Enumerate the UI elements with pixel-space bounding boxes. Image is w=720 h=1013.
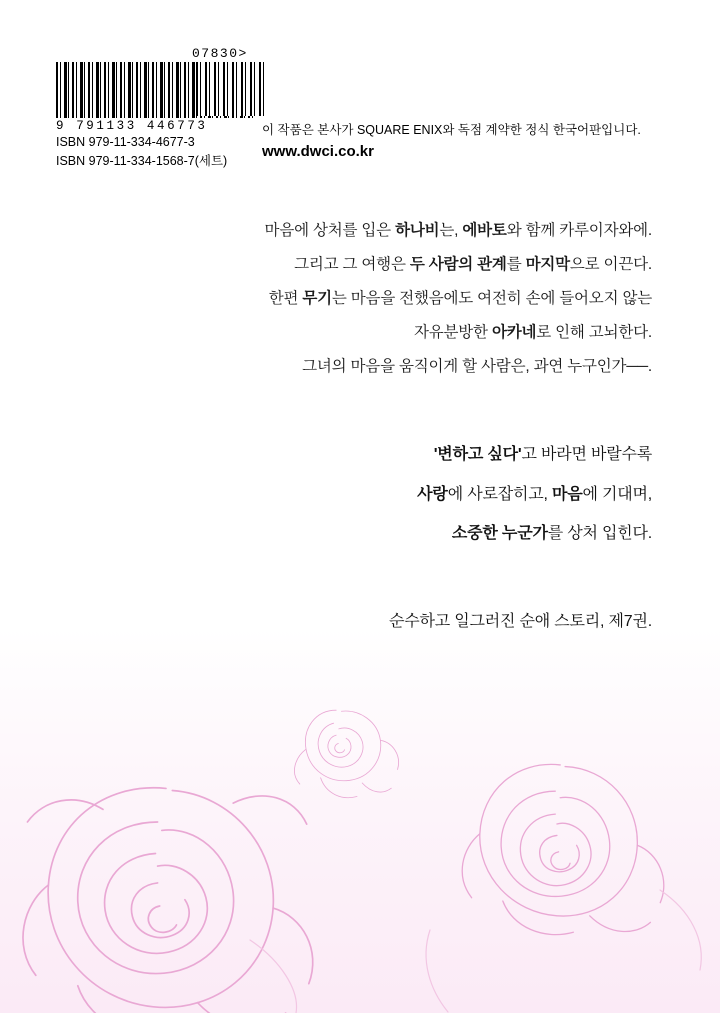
tagline-line-1 [0, 442, 652, 468]
tagline-seg-bold: '변하고 싶다' [433, 446, 522, 463]
synopsis-block [0, 218, 720, 389]
synopsis-line-2 [0, 252, 652, 277]
synopsis-seg: 한편 [268, 290, 303, 308]
synopsis-seg-bold: 하나비 [395, 222, 440, 239]
synopsis-seg-bold: 에바토 [462, 222, 507, 239]
tagline-line-2 [0, 482, 652, 508]
synopsis-seg-bold: 아카네 [491, 324, 537, 342]
synopsis-line-5: 그녀의 마음을 움직이게 할 사람은, 과연 누구인가──. [302, 358, 652, 376]
rose-illustration-svg [0, 640, 720, 1013]
synopsis-seg: 자유분방한 [413, 324, 492, 342]
rose-right [462, 764, 664, 934]
publisher-website[interactable]: www.dwci.co.kr [262, 142, 374, 160]
tagline-seg: 고 바라면 바랄수록 [521, 446, 652, 463]
tagline-seg: 를 상처 입힌다. [547, 525, 652, 543]
closing-block [0, 608, 720, 631]
synopsis-seg: 으로 이끈다. [569, 256, 652, 274]
license-notice: 이 작품은 본사가 SQUARE ENIX와 독점 계약한 정식 한국어판입니다. [262, 123, 641, 137]
synopsis-seg-bold: 두 사람의 관계 [409, 256, 507, 274]
synopsis-line-3 [0, 286, 652, 311]
publisher-note [262, 122, 682, 160]
barcode-ean-digits: 9 791133 446773 [56, 119, 208, 133]
synopsis-line-4 [0, 320, 652, 345]
closing-line: 순수하고 일그러진 순애 스토리, 제7권. [388, 613, 652, 630]
rose-small-top [294, 710, 398, 797]
isbn-line-volume: ISBN 979-11-334-4677-3 [56, 135, 195, 149]
tagline-block [0, 442, 720, 561]
synopsis-seg: 는 마음을 전했음에도 여전히 손에 들어오지 않는 [331, 290, 652, 308]
synopsis-seg: 로 인해 고뇌한다. [536, 324, 652, 342]
synopsis-seg: 는, [439, 222, 463, 239]
synopsis-seg: 마음에 상처를 입은 [264, 222, 396, 239]
synopsis-seg: 를 [506, 256, 526, 274]
synopsis-line-1 [0, 218, 652, 243]
synopsis-seg-bold: 마지막 [525, 256, 570, 274]
tagline-seg-bold: 소중한 누군가 [451, 525, 548, 543]
barcode-addon-number: 07830> [192, 46, 248, 61]
rose-large-left [23, 788, 313, 1013]
tagline-seg-bold: 사랑 [417, 485, 448, 503]
synopsis-seg: 와 함께 카루이자와에. [506, 222, 652, 239]
isbn-line-set: ISBN 979-11-334-1568-7(세트) [56, 154, 228, 168]
synopsis-seg: 그리고 그 여행은 [294, 256, 410, 274]
rose-illustration [0, 640, 720, 1013]
barcode-bars-addon [196, 62, 264, 116]
tagline-seg-bold: 마음 [551, 485, 583, 503]
tagline-seg: 에 사로잡히고, [447, 485, 552, 503]
tagline-line-3 [0, 521, 652, 547]
synopsis-seg-bold: 무기 [302, 290, 332, 308]
tagline-seg: 에 기대며, [582, 485, 652, 503]
